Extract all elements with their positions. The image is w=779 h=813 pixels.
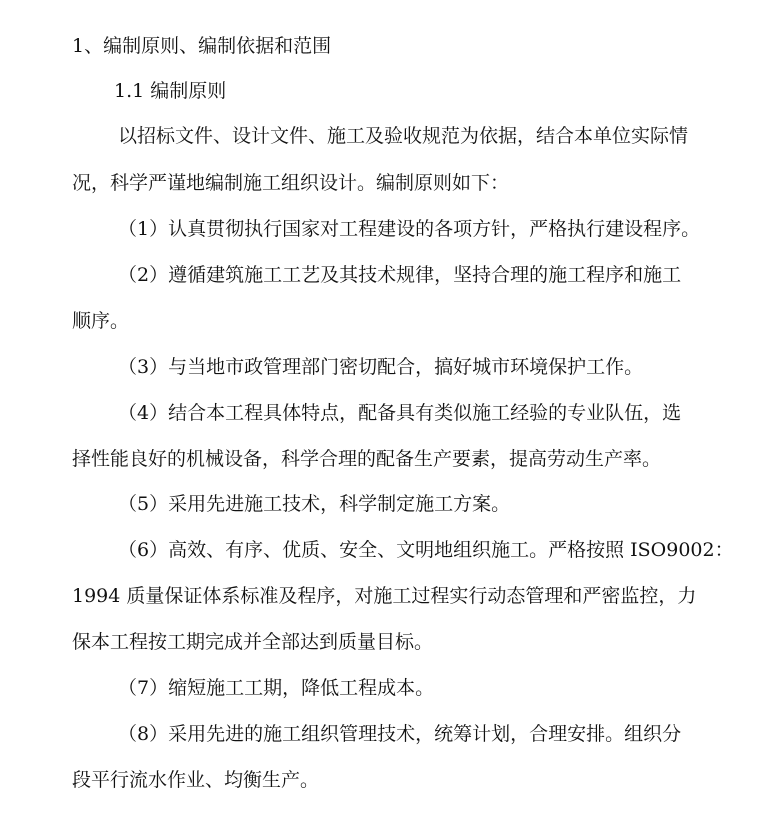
intro-line-2: 况，科学严谨地编制施工组织设计。编制原则如下： <box>72 172 510 194</box>
principle-item-6-cont-1: 1994 质量保证体系标准及程序，对施工过程实行动态管理和严密监控，力 <box>72 585 697 607</box>
principle-item-6-cont-2: 保本工程按工期完成并全部达到质量目标。 <box>72 631 434 653</box>
principle-item-1: （1）认真贯彻执行国家对工程建设的各项方针，严格执行建设程序。 <box>118 218 701 240</box>
subsection-heading: 1.1 编制原则 <box>114 80 227 102</box>
principle-item-2-cont: 顺序。 <box>72 310 130 332</box>
section-heading: 1、编制原则、编制依据和范围 <box>72 35 332 57</box>
principle-item-6: （6）高效、有序、优质、安全、文明地组织施工。严格按照 ISO9002： <box>118 539 734 561</box>
principle-item-5: （5）采用先进施工技术，科学制定施工方案。 <box>118 493 511 515</box>
principle-item-4: （4）结合本工程具体特点，配备具有类似施工经验的专业队伍，选 <box>118 402 682 424</box>
principle-item-8-cont: 段平行流水作业、均衡生产。 <box>72 769 320 791</box>
principle-item-4-cont: 择性能良好的机械设备，科学合理的配备生产要素，提高劳动生产率。 <box>72 448 662 470</box>
principle-item-2: （2）遵循建筑施工工艺及其技术规律，坚持合理的施工程序和施工 <box>118 264 682 286</box>
principle-item-8: （8）采用先进的施工组织管理技术，统筹计划，合理安排。组织分 <box>118 723 682 745</box>
intro-line-1: 以招标文件、设计文件、施工及验收规范为依据，结合本单位实际情 <box>118 125 689 147</box>
principle-item-7: （7）缩短施工工期，降低工程成本。 <box>118 677 435 699</box>
principle-item-3: （3）与当地市政管理部门密切配合，搞好城市环境保护工作。 <box>118 356 644 378</box>
